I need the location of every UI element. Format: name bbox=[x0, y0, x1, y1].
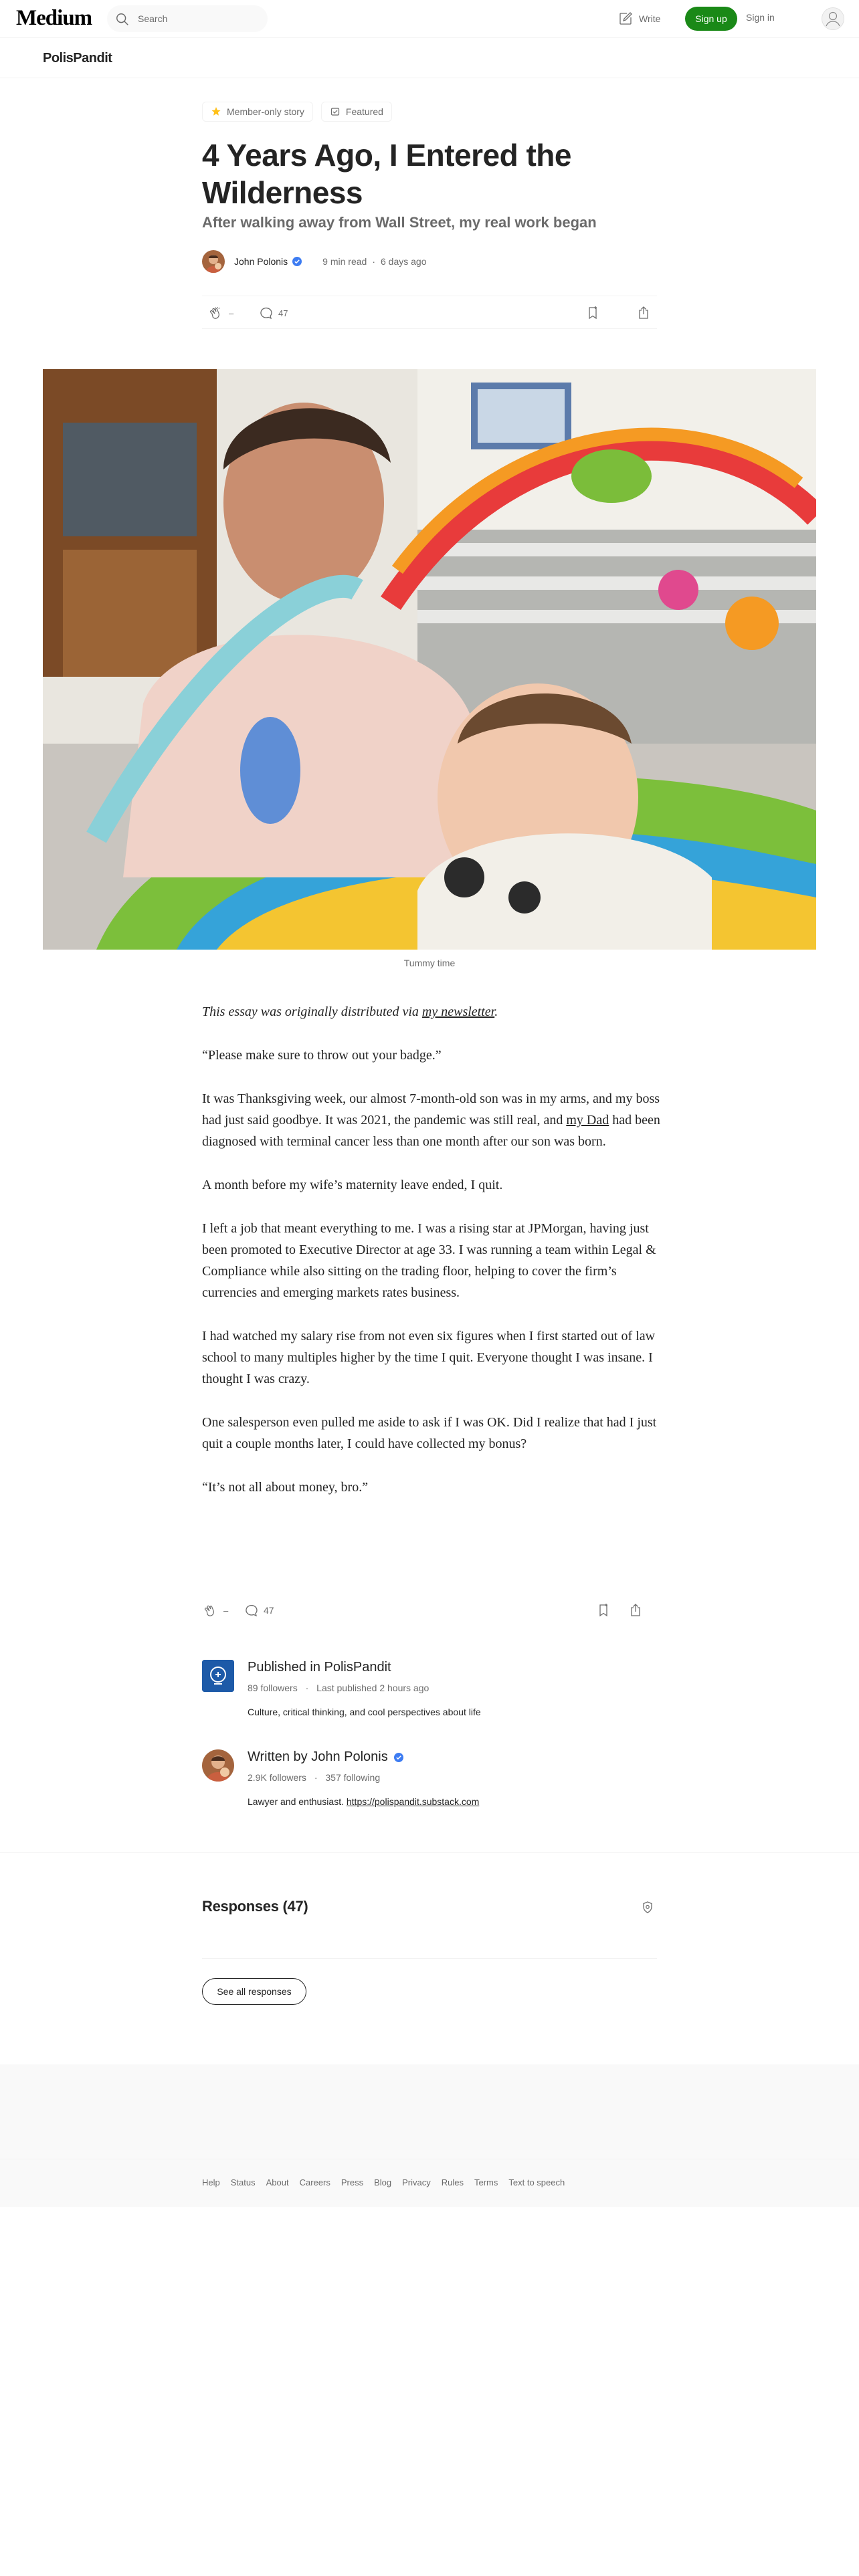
author-bio bbox=[248, 1796, 479, 1807]
search-input[interactable] bbox=[138, 11, 258, 27]
paragraph-4: A month before my wife’s maternity leave ended, I quit. bbox=[202, 1178, 503, 1192]
member-only-label: Member-only story bbox=[227, 106, 304, 117]
written-by-heading-row bbox=[248, 1749, 404, 1765]
medium-logo[interactable]: Medium bbox=[16, 6, 92, 30]
clap-button[interactable] bbox=[207, 305, 233, 321]
signin-link[interactable]: Sign in bbox=[746, 12, 775, 23]
publication-meta bbox=[248, 1683, 429, 1693]
paragraph-6: I had watched my salary rise from not even six figures when I first started out of law school to many multiples higher by the time I quit. Everyone thought I was insane. I thought I was crazy. bbox=[202, 1329, 656, 1386]
article-body bbox=[202, 1001, 664, 1520]
featured-icon bbox=[330, 106, 341, 117]
author-followers[interactable]: 2.9K followers bbox=[248, 1772, 306, 1783]
clap-icon bbox=[207, 305, 223, 321]
signup-button[interactable]: Sign up bbox=[685, 7, 737, 31]
responses-button-bottom[interactable] bbox=[244, 1602, 274, 1618]
write-button[interactable] bbox=[617, 10, 660, 27]
hero-image bbox=[43, 369, 816, 950]
separator-dot: · bbox=[372, 256, 375, 267]
publication-logo[interactable] bbox=[202, 1660, 234, 1692]
publication-logo-icon bbox=[202, 1660, 234, 1692]
paragraph-1 bbox=[202, 1001, 664, 1023]
responses-shield[interactable] bbox=[641, 1901, 654, 1917]
save-button[interactable] bbox=[585, 305, 601, 324]
paragraph-2: “Please make sure to throw out your badge.” bbox=[202, 1048, 442, 1063]
footer-press[interactable]: Press bbox=[341, 2177, 364, 2187]
responses-heading: Responses (47) bbox=[202, 1898, 308, 1915]
author-bio-text: Lawyer and enthusiast. bbox=[248, 1796, 347, 1807]
clap-button-bottom[interactable] bbox=[202, 1602, 228, 1618]
responses-count-bottom: 47 bbox=[264, 1605, 274, 1616]
footer-text-to-speech[interactable]: Text to speech bbox=[508, 2177, 565, 2187]
comment-icon bbox=[258, 305, 274, 321]
article-title: 4 Years Ago, I Entered the Wilderness bbox=[202, 138, 571, 210]
last-published: Last published 2 hours ago bbox=[316, 1683, 430, 1693]
author-bio-link[interactable]: https://polispandit.substack.com bbox=[346, 1796, 480, 1807]
footer-rules[interactable]: Rules bbox=[441, 2177, 464, 2187]
footer-status[interactable]: Status bbox=[230, 2177, 256, 2187]
share-button[interactable] bbox=[636, 305, 652, 324]
published-in-section bbox=[202, 1658, 657, 1732]
comment-icon bbox=[244, 1602, 260, 1618]
footer-terms[interactable]: Terms bbox=[474, 2177, 498, 2187]
section-divider bbox=[0, 1852, 859, 1853]
publication-name[interactable]: PolisPandit bbox=[43, 51, 112, 66]
p3-text: It was Thanksgiving week, our almost 7-month-old son was in my arms, and my boss had just said goodbye. It was 2021, the pandemic was still real, and bbox=[202, 1091, 660, 1128]
written-by-heading[interactable]: Written by John Polonis bbox=[248, 1749, 388, 1764]
footer-links bbox=[202, 2177, 565, 2187]
top-navbar bbox=[0, 0, 859, 38]
separator-dot: · bbox=[314, 1772, 318, 1783]
author-photo bbox=[202, 250, 225, 273]
read-time: 9 min read bbox=[322, 256, 367, 267]
featured-badge bbox=[321, 102, 392, 122]
author-meta bbox=[248, 1772, 380, 1783]
author-photo-large bbox=[202, 1749, 234, 1782]
footer-privacy[interactable]: Privacy bbox=[402, 2177, 431, 2187]
publication-bar bbox=[0, 38, 859, 78]
shield-icon bbox=[641, 1901, 654, 1914]
responses-count: 47 bbox=[278, 308, 288, 318]
paragraph-3 bbox=[202, 1088, 664, 1152]
publish-date: 6 days ago bbox=[381, 256, 427, 267]
bookmark-icon bbox=[585, 305, 601, 321]
clap-count: – bbox=[229, 308, 234, 318]
author-avatar[interactable] bbox=[202, 250, 225, 273]
verified-icon bbox=[292, 256, 302, 267]
see-all-responses-button[interactable]: See all responses bbox=[202, 1978, 306, 2005]
member-only-badge bbox=[202, 102, 313, 122]
author-avatar-large[interactable] bbox=[202, 1749, 234, 1782]
author-name[interactable]: John Polonis bbox=[234, 256, 288, 267]
paragraph-7: One salesperson even pulled me aside to ask if I was OK. Did I realize that had I just quit a couple months later, I could have collected my bonus? bbox=[202, 1415, 657, 1451]
verified-icon bbox=[393, 1752, 404, 1763]
star-icon bbox=[211, 106, 221, 117]
written-by-section bbox=[202, 1748, 657, 1822]
hero-photo bbox=[43, 369, 816, 950]
newsletter-link[interactable]: my newsletter bbox=[421, 1004, 495, 1019]
footer-blog[interactable]: Blog bbox=[374, 2177, 392, 2187]
clap-icon bbox=[202, 1602, 218, 1618]
author-row bbox=[202, 249, 427, 274]
separator-dot: · bbox=[305, 1683, 309, 1693]
author-following[interactable]: 357 following bbox=[325, 1772, 381, 1783]
p3-end: had been diagnosed with terminal cancer less than one month after our son was born. bbox=[202, 1113, 660, 1149]
article-subtitle: After walking away from Wall Street, my real work began bbox=[202, 214, 597, 231]
footer-careers[interactable]: Careers bbox=[299, 2177, 330, 2187]
clap-count-bottom: – bbox=[223, 1605, 229, 1616]
story-badges bbox=[202, 102, 392, 122]
paragraph-8: “It’s not all about money, bro.” bbox=[202, 1480, 369, 1495]
user-avatar[interactable] bbox=[822, 7, 844, 30]
write-icon bbox=[617, 11, 634, 27]
footer-about[interactable]: About bbox=[266, 2177, 289, 2187]
article-action-bar-top bbox=[202, 296, 657, 329]
search-box[interactable] bbox=[107, 5, 268, 32]
image-caption: Tummy time bbox=[403, 958, 456, 968]
footer-help[interactable]: Help bbox=[202, 2177, 220, 2187]
article-action-bar-bottom bbox=[202, 1598, 657, 1622]
responses-divider bbox=[202, 1958, 657, 1959]
paragraph-5: I left a job that meant everything to me. I was a rising star at JPMorgan, having just been promoted to Executive Director at age 33. I was running a team within Legal & Compliance while also sitting on the trading floor, helping to cover the firm’s currencies and emerging markets rates business. bbox=[202, 1221, 656, 1300]
publication-description: Culture, critical thinking, and cool perspectives about life bbox=[248, 1707, 481, 1717]
responses-button[interactable] bbox=[258, 305, 288, 321]
share-icon bbox=[636, 305, 652, 321]
write-label: Write bbox=[639, 13, 661, 24]
p1-text: This essay was originally distributed via bbox=[202, 1004, 422, 1019]
default-avatar-icon bbox=[822, 7, 844, 30]
save-button-bottom[interactable] bbox=[595, 1602, 611, 1622]
share-button-bottom[interactable] bbox=[628, 1602, 644, 1622]
my-dad-link[interactable]: my Dad bbox=[566, 1113, 609, 1128]
share-icon bbox=[628, 1602, 644, 1618]
search-icon bbox=[115, 12, 130, 27]
featured-label: Featured bbox=[345, 106, 383, 117]
p1-end: . bbox=[494, 1004, 498, 1019]
published-in-heading[interactable]: Published in PolisPandit bbox=[248, 1660, 391, 1675]
publication-followers[interactable]: 89 followers bbox=[248, 1683, 298, 1693]
bookmark-icon bbox=[595, 1602, 611, 1618]
